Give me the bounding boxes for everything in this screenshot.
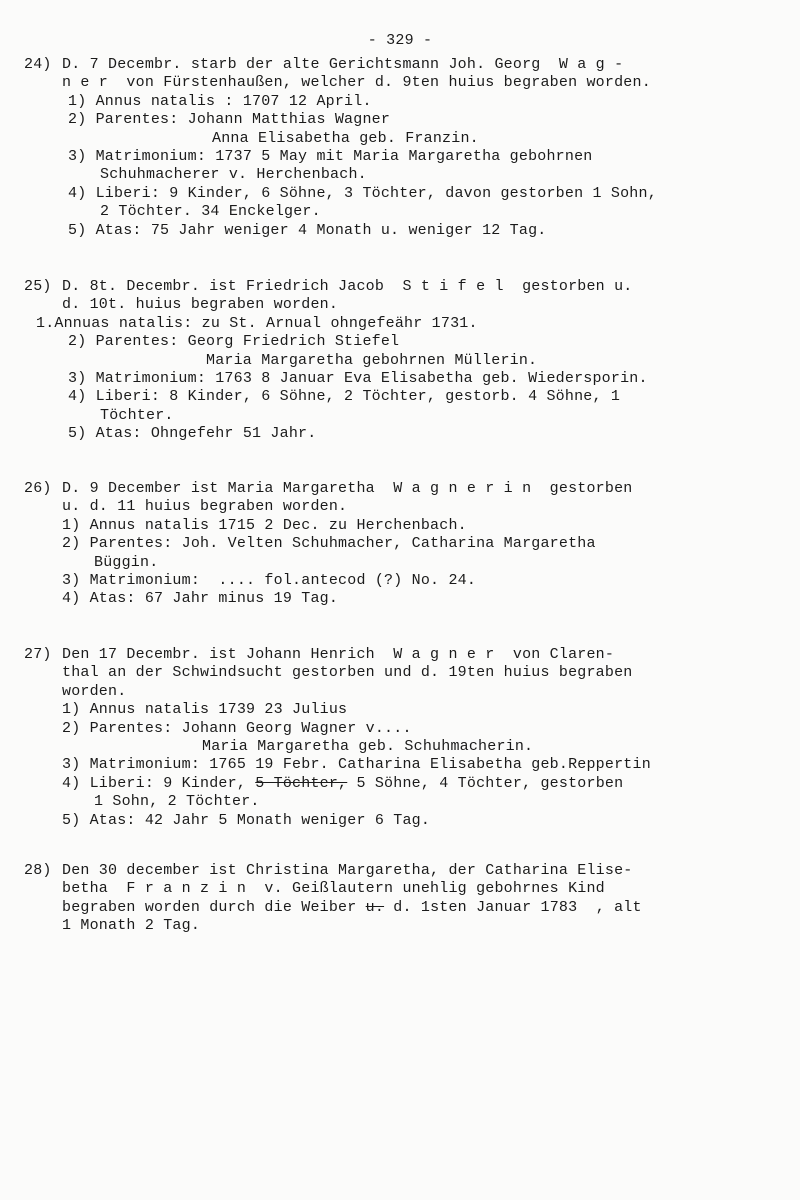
entry-text [68,93,372,111]
entry-text [62,701,347,719]
entry-line [0,862,800,880]
line-text: Töchter. [100,406,174,424]
struck-through-text: 5 Töchter, [255,774,348,792]
entry-line [0,203,800,221]
line-text: Den 17 Decembr. ist Johann Henrich W a g n e r von Claren- [62,646,615,663]
line-text: Maria Margaretha gebohrnen Müllerin. [206,351,538,369]
entry-line [0,407,800,425]
entry-text [62,278,633,296]
line-text: 1.Annuas natalis: zu St. Arnual ohngefeähr 1731. [36,314,478,332]
line-text: 3) Matrimonium: .... fol.antecod (?) No. 24. [62,571,477,589]
entry-text [68,333,399,351]
line-text: 1 Monath 2 Tag. [62,917,201,935]
entry-text [62,646,614,664]
entry-text [62,756,651,774]
register-entry [0,56,800,240]
register-entry [0,480,800,609]
entry-text [68,222,546,240]
entry-text [62,899,642,917]
entry-text [68,388,620,406]
entry-text [62,498,347,516]
entry-number: 28) [24,862,52,879]
line-text: thal an der Schwindsucht gestorben und d. 19ten huius begraben [62,664,633,682]
entry-line [0,917,800,935]
entry-text [62,917,200,935]
entry-text [68,148,592,166]
entry-line [0,646,800,664]
entry-text [62,535,596,553]
entry-line [0,554,800,572]
entry-text [202,738,533,756]
entry-text [68,185,657,203]
entry-line [0,352,800,370]
entry-line [0,664,800,682]
entry-line [0,738,800,756]
entry-line [0,370,800,388]
entry-line [0,333,800,351]
line-text: 3) Matrimonium: 1765 19 Febr. Catharina Elisabetha geb.Reppertin [62,756,651,774]
entry-number: 26) [24,480,52,497]
entry-line [0,74,800,92]
line-text: 2) Parentes: Joh. Velten Schuhmacher, Catharina Margaretha [62,535,596,553]
entry-line [0,388,800,406]
line-text: 5) Atas: 42 Jahr 5 Monath weniger 6 Tag. [62,811,431,829]
entry-line [0,166,800,184]
entry-text [94,554,158,572]
entry-line [0,315,800,333]
entry-text [68,111,390,129]
entry-text [94,793,260,811]
entry-line [0,720,800,738]
entry-text [62,775,623,793]
entry-line [0,812,800,830]
line-text: 1) Annus natalis 1739 23 Julius [62,701,348,719]
line-text-continued: 5 Söhne, 4 Töchter, gestorben [347,774,624,792]
line-text: Maria Margaretha geb. Schuhmacherin. [202,737,534,755]
line-text: D. 8t. Decembr. ist Friedrich Jacob S t i f e l gestorben u. [62,278,633,295]
line-text: Den 30 december ist Christina Margaretha, der Catharina Elise- [62,862,633,879]
line-text: D. 7 Decembr. starb der alte Gerichtsmann Joh. Georg W a g - [62,56,624,73]
entry-line [0,185,800,203]
line-text: worden. [62,682,127,700]
line-text: betha F r a n z i n v. Geißlautern unehlig gebohrnes Kind [62,880,605,898]
entry-text [62,572,476,590]
register-entry [0,862,800,936]
struck-through-text: u. [365,898,385,916]
entry-line [0,775,800,793]
entry-text [62,812,430,830]
entry-text [100,407,174,425]
line-text: 1 Sohn, 2 Töchter. [94,793,260,811]
line-text: 5) Atas: Ohngefehr 51 Jahr. [68,425,317,443]
entry-line [0,572,800,590]
entry-text [62,880,605,898]
entry-text [62,296,338,314]
page-number: - 329 - [367,32,433,49]
entry-line [0,498,800,516]
entry-line [0,222,800,240]
entry-number: 25) [24,278,52,295]
entry-text [212,130,479,148]
line-text: 4) Liberi: 8 Kinder, 6 Söhne, 2 Töchter, gestorb. 4 Söhne, 1 [68,388,621,406]
entry-text [62,56,623,74]
line-text: 3) Matrimonium: 1763 8 Januar Eva Elisabetha geb. Wiedersporin. [68,369,648,387]
entry-line [0,93,800,111]
entry-line [0,701,800,719]
entry-line [0,278,800,296]
entry-text [36,315,478,333]
line-text: 2) Parentes: Georg Friedrich Stiefel [68,333,400,351]
entry-text [62,480,633,498]
entry-line [0,130,800,148]
entry-text [100,166,367,184]
line-text: 4) Atas: 67 Jahr minus 19 Tag. [62,590,339,608]
register-entry [0,278,800,444]
line-text: 2 Töchter. 34 Enckelger. [100,203,321,221]
entry-line [0,590,800,608]
entry-text [68,370,648,388]
entry-line [0,793,800,811]
entry-line [0,480,800,498]
entry-text [62,517,467,535]
entry-text [62,862,633,880]
line-text: Anna Elisabetha geb. Franzin. [212,129,479,147]
line-text: d. 10t. huius begraben worden. [62,296,339,314]
entry-line [0,899,800,917]
entry-text [62,664,633,682]
line-text: 2) Parentes: Johann Matthias Wagner [68,111,391,129]
entry-text [62,720,412,738]
line-text: 1) Annus natalis 1715 2 Dec. zu Herchenbach. [62,516,467,534]
line-text: Schuhmacherer v. Herchenbach. [100,166,367,184]
line-text: begraben worden durch die Weiber [62,898,366,916]
entry-text [206,352,537,370]
entry-number: 24) [24,56,52,73]
entry-text [62,74,651,92]
line-text: 1) Annus natalis : 1707 12 April. [68,92,372,110]
entry-text [68,425,316,443]
entry-number: 27) [24,646,52,663]
line-text: 4) Liberi: 9 Kinder, 6 Söhne, 3 Töchter, davon gestorben 1 Sohn, [68,184,657,202]
entry-text [62,590,338,608]
entry-line [0,425,800,443]
entry-line [0,517,800,535]
line-text: 5) Atas: 75 Jahr weniger 4 Monath u. weniger 12 Tag. [68,221,547,239]
line-text: Büggin. [94,553,159,571]
entry-line [0,296,800,314]
line-text: D. 9 December ist Maria Margaretha W a g n e r i n gestorben [62,480,633,497]
line-text: n e r von Fürstenhaußen, welcher d. 9ten huius begraben worden. [62,74,651,92]
entry-line [0,148,800,166]
line-text: 3) Matrimonium: 1737 5 May mit Maria Margaretha gebohrnen [68,147,593,165]
entry-text [100,203,321,221]
line-text: u. d. 11 huius begraben worden. [62,498,348,516]
register-entry [0,646,800,830]
entry-line [0,683,800,701]
line-text: 2) Parentes: Johann Georg Wagner v.... [62,719,412,737]
entry-line [0,756,800,774]
entry-line [0,880,800,898]
entry-text [62,683,126,701]
entry-line [0,111,800,129]
entry-line [0,56,800,74]
line-text: 4) Liberi: 9 Kinder, [62,774,256,792]
line-text-continued: d. 1sten Januar 1783 , alt [384,898,642,916]
entry-line [0,535,800,553]
